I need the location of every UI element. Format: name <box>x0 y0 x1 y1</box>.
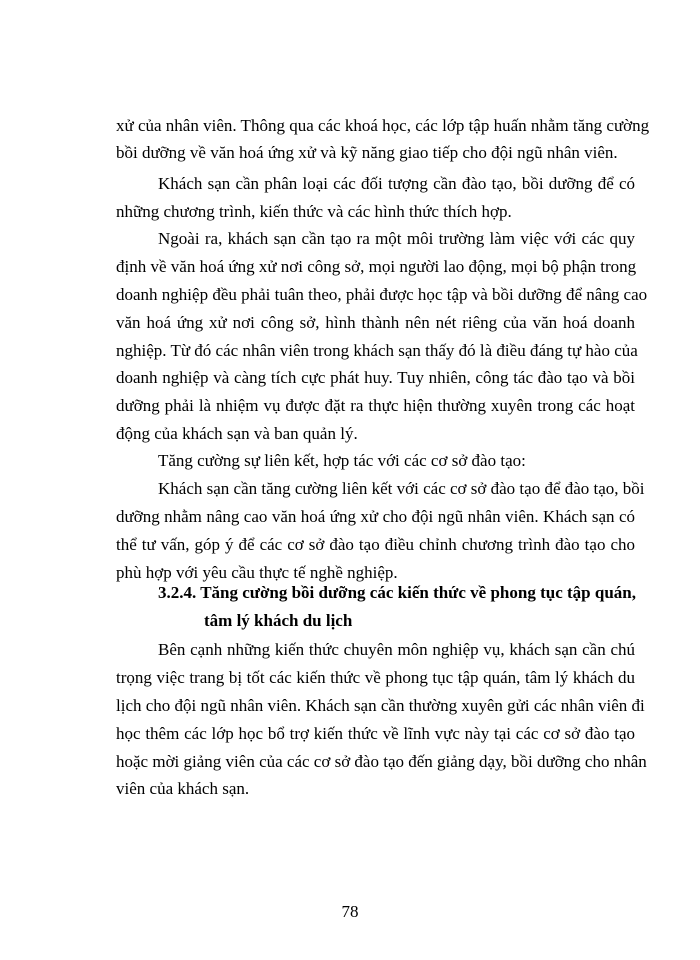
paragraph-line: Bên cạnh những kiến thức chuyên môn nghiệp vụ, khách sạn cần chú <box>158 640 635 659</box>
paragraph-line: hoặc mời giảng viên của các cơ sở đào tạo đến giảng dạy, bồi dưỡng cho nhân <box>116 752 647 771</box>
paragraph-line: viên của khách sạn. <box>116 779 250 798</box>
paragraph-line: doanh nghiệp và càng tích cực phát huy. Tuy nhiên, công tác đào tạo và bồi <box>116 368 635 387</box>
paragraph-line: Khách sạn cần tăng cường liên kết với các cơ sở đào tạo để đào tạo, bồi <box>158 479 645 498</box>
paragraph-line: bồi dưỡng về văn hoá ứng xử và kỹ năng giao tiếp cho đội ngũ nhân viên. <box>116 143 618 162</box>
paragraph-line: động của khách sạn và ban quản lý. <box>116 424 358 443</box>
paragraph-line: định về văn hoá ứng xử nơi công sở, mọi người lao động, mọi bộ phận trong <box>116 257 637 276</box>
paragraph-line: văn hoá ứng xử nơi công sở, hình thành nên nét riêng của văn hoá doanh <box>116 313 635 332</box>
paragraph-line: học thêm các lớp học bổ trợ kiến thức về lĩnh vực này tại các cơ sở đào tạo <box>116 724 635 743</box>
paragraph-line: lịch cho đội ngũ nhân viên. Khách sạn cần thường xuyên gửi các nhân viên đi <box>116 696 645 715</box>
paragraph-line: dưỡng nhằm nâng cao văn hoá ứng xử cho đội ngũ nhân viên. Khách sạn có <box>116 507 635 526</box>
paragraph-line: Ngoài ra, khách sạn cần tạo ra một môi trường làm việc với các quy <box>158 229 635 248</box>
page-number: 78 <box>341 902 359 921</box>
paragraph-line: nghiệp. Từ đó các nhân viên trong khách sạn thấy đó là điều đáng tự hào của <box>116 341 638 360</box>
paragraph-line: thể tư vấn, góp ý để các cơ sở đào tạo điều chỉnh chương trình đào tạo cho <box>116 535 635 554</box>
section-heading-continuation: tâm lý khách du lịch <box>204 611 353 630</box>
paragraph-line: Tăng cường sự liên kết, hợp tác với các cơ sở đào tạo: <box>158 451 526 470</box>
paragraph-line: phù hợp với yêu cầu thực tế nghề nghiệp. <box>116 563 398 582</box>
paragraph-line: doanh nghiệp đều phải tuân theo, phải được học tập và bồi dưỡng để nâng cao <box>116 285 648 304</box>
paragraph-line: Khách sạn cần phân loại các đối tượng cần đào tạo, bồi dưỡng để có <box>158 174 635 193</box>
paragraph-line: những chương trình, kiến thức và các hình thức thích hợp. <box>116 202 512 221</box>
paragraph-line: dưỡng phải là nhiệm vụ được đặt ra thực hiện thường xuyên trong các hoạt <box>116 396 635 415</box>
paragraph-line: xử của nhân viên. Thông qua các khoá học, các lớp tập huấn nhằm tăng cường <box>116 116 650 135</box>
paragraph-line: trọng việc trang bị tốt các kiến thức về phong tục tập quán, tâm lý khách du <box>116 668 635 687</box>
section-heading: 3.2.4. Tăng cường bồi dưỡng các kiến thức về phong tục tập quán, <box>158 583 636 602</box>
